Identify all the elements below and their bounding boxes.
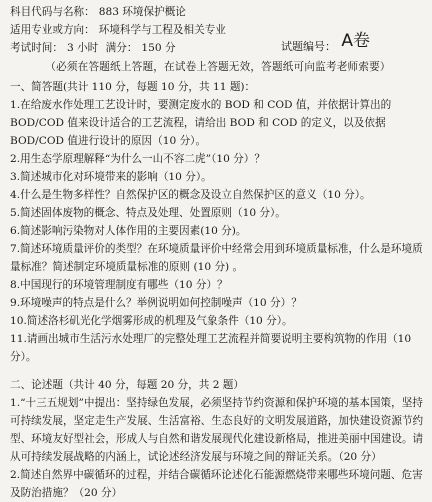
time-label: 考试时间： — [10, 42, 63, 54]
question-1-9: 9.环境噪声的特点是什么？举例说明如何控制噪声（10 分）？ — [10, 297, 302, 309]
question-2-1: 1.“十三五规划”中提出：坚持绿色发展，必须坚持节约资源和保护环境的基本国策，坚持可持续发展，坚定走生产发展、生活富裕、生态良好的文明发展道路，加快建设资源节约型、环境友好型社会，形成人与自然和谐发展现代化建设新格局，推进美丽中国建设。请从可持续发展战略的内涵上，试论述经济发展与环境之间的辩证关系。（20 分） — [10, 397, 424, 463]
paper-tag: A卷 — [341, 31, 370, 51]
section2-questions — [10, 394, 426, 502]
major-value: 环境科学与工程及相关专业 — [98, 24, 226, 36]
question-1-7: 7.简述环境质量评价的类型？在环境质量评价中经常会用到环境质量标准，什么是环境质量标准？简述制定环境质量标准的原则 (10 分) 。 — [10, 243, 423, 273]
paper-id-label: 试题编号： — [281, 40, 336, 53]
score-label: 满分： — [105, 42, 138, 54]
section2-title: 二、论述题（共计 40 分，每题 20 分，共 2 题） — [10, 379, 244, 391]
question-1-6: 6.简述影响污染物对人体作用的主要因素(10 分)。 — [10, 225, 247, 237]
question-1-8: 8.中国现行的环境管理制度有哪些（10 分）？ — [10, 279, 228, 291]
subject-label: 科目代码与名称： — [10, 6, 95, 18]
question-1-4: 4.什么是生物多样性？自然保护区的概念及设立自然保护区的意义（10 分）。 — [10, 189, 371, 201]
time-value: 3 小时 — [66, 42, 99, 54]
section1-questions — [10, 96, 426, 366]
exam-notice: （必须在答题纸上答题，在试卷上答题无效，答题纸可向监考老师索要） — [45, 61, 391, 73]
question-1-10: 10.简述洛杉矶光化学烟雾形成的机理及气象条件（10 分）。 — [10, 315, 293, 327]
question-1-5: 5.简述固体废物的概念、特点及处理、处置原则（10 分）。 — [10, 207, 286, 219]
question-2-2: 2.简述自然界中碳循环的过程，并结合碳循环论述化石能源燃烧带来哪些环境问题、危害及防治措施？（20 分） — [10, 469, 423, 499]
question-1-2: 2.用生态学原理解释“为什么一山不容二虎”（10 分）？ — [10, 153, 265, 165]
subject-value: 883 环境保护概论 — [98, 6, 186, 18]
major-label: 适用专业或方向： — [10, 24, 95, 36]
score-value: 150 分 — [141, 42, 176, 54]
question-1-3: 3.简述城市化对环境带来的影响（10 分）。 — [10, 171, 212, 183]
subject-line — [10, 3, 426, 21]
question-1-11: 11.请画出城市生活污水处理厂的完整处理工艺流程并简要说明主要构筑物的作用（10 分）。 — [10, 333, 412, 363]
section1-title: 一、简答题(共计 110 分，每题 10 分，共 11 题)： — [10, 81, 256, 93]
question-1-1: 1.在给废水作处理工艺设计时，要测定废水的 BOD 和 COD 值，并依据计算出的 BOD/COD 值来设计适合的工艺流程，请给出 BOD 和 COD 的定义，以及依据 BOD/COD 值进行设计的原因（10 分）。 — [10, 99, 392, 147]
